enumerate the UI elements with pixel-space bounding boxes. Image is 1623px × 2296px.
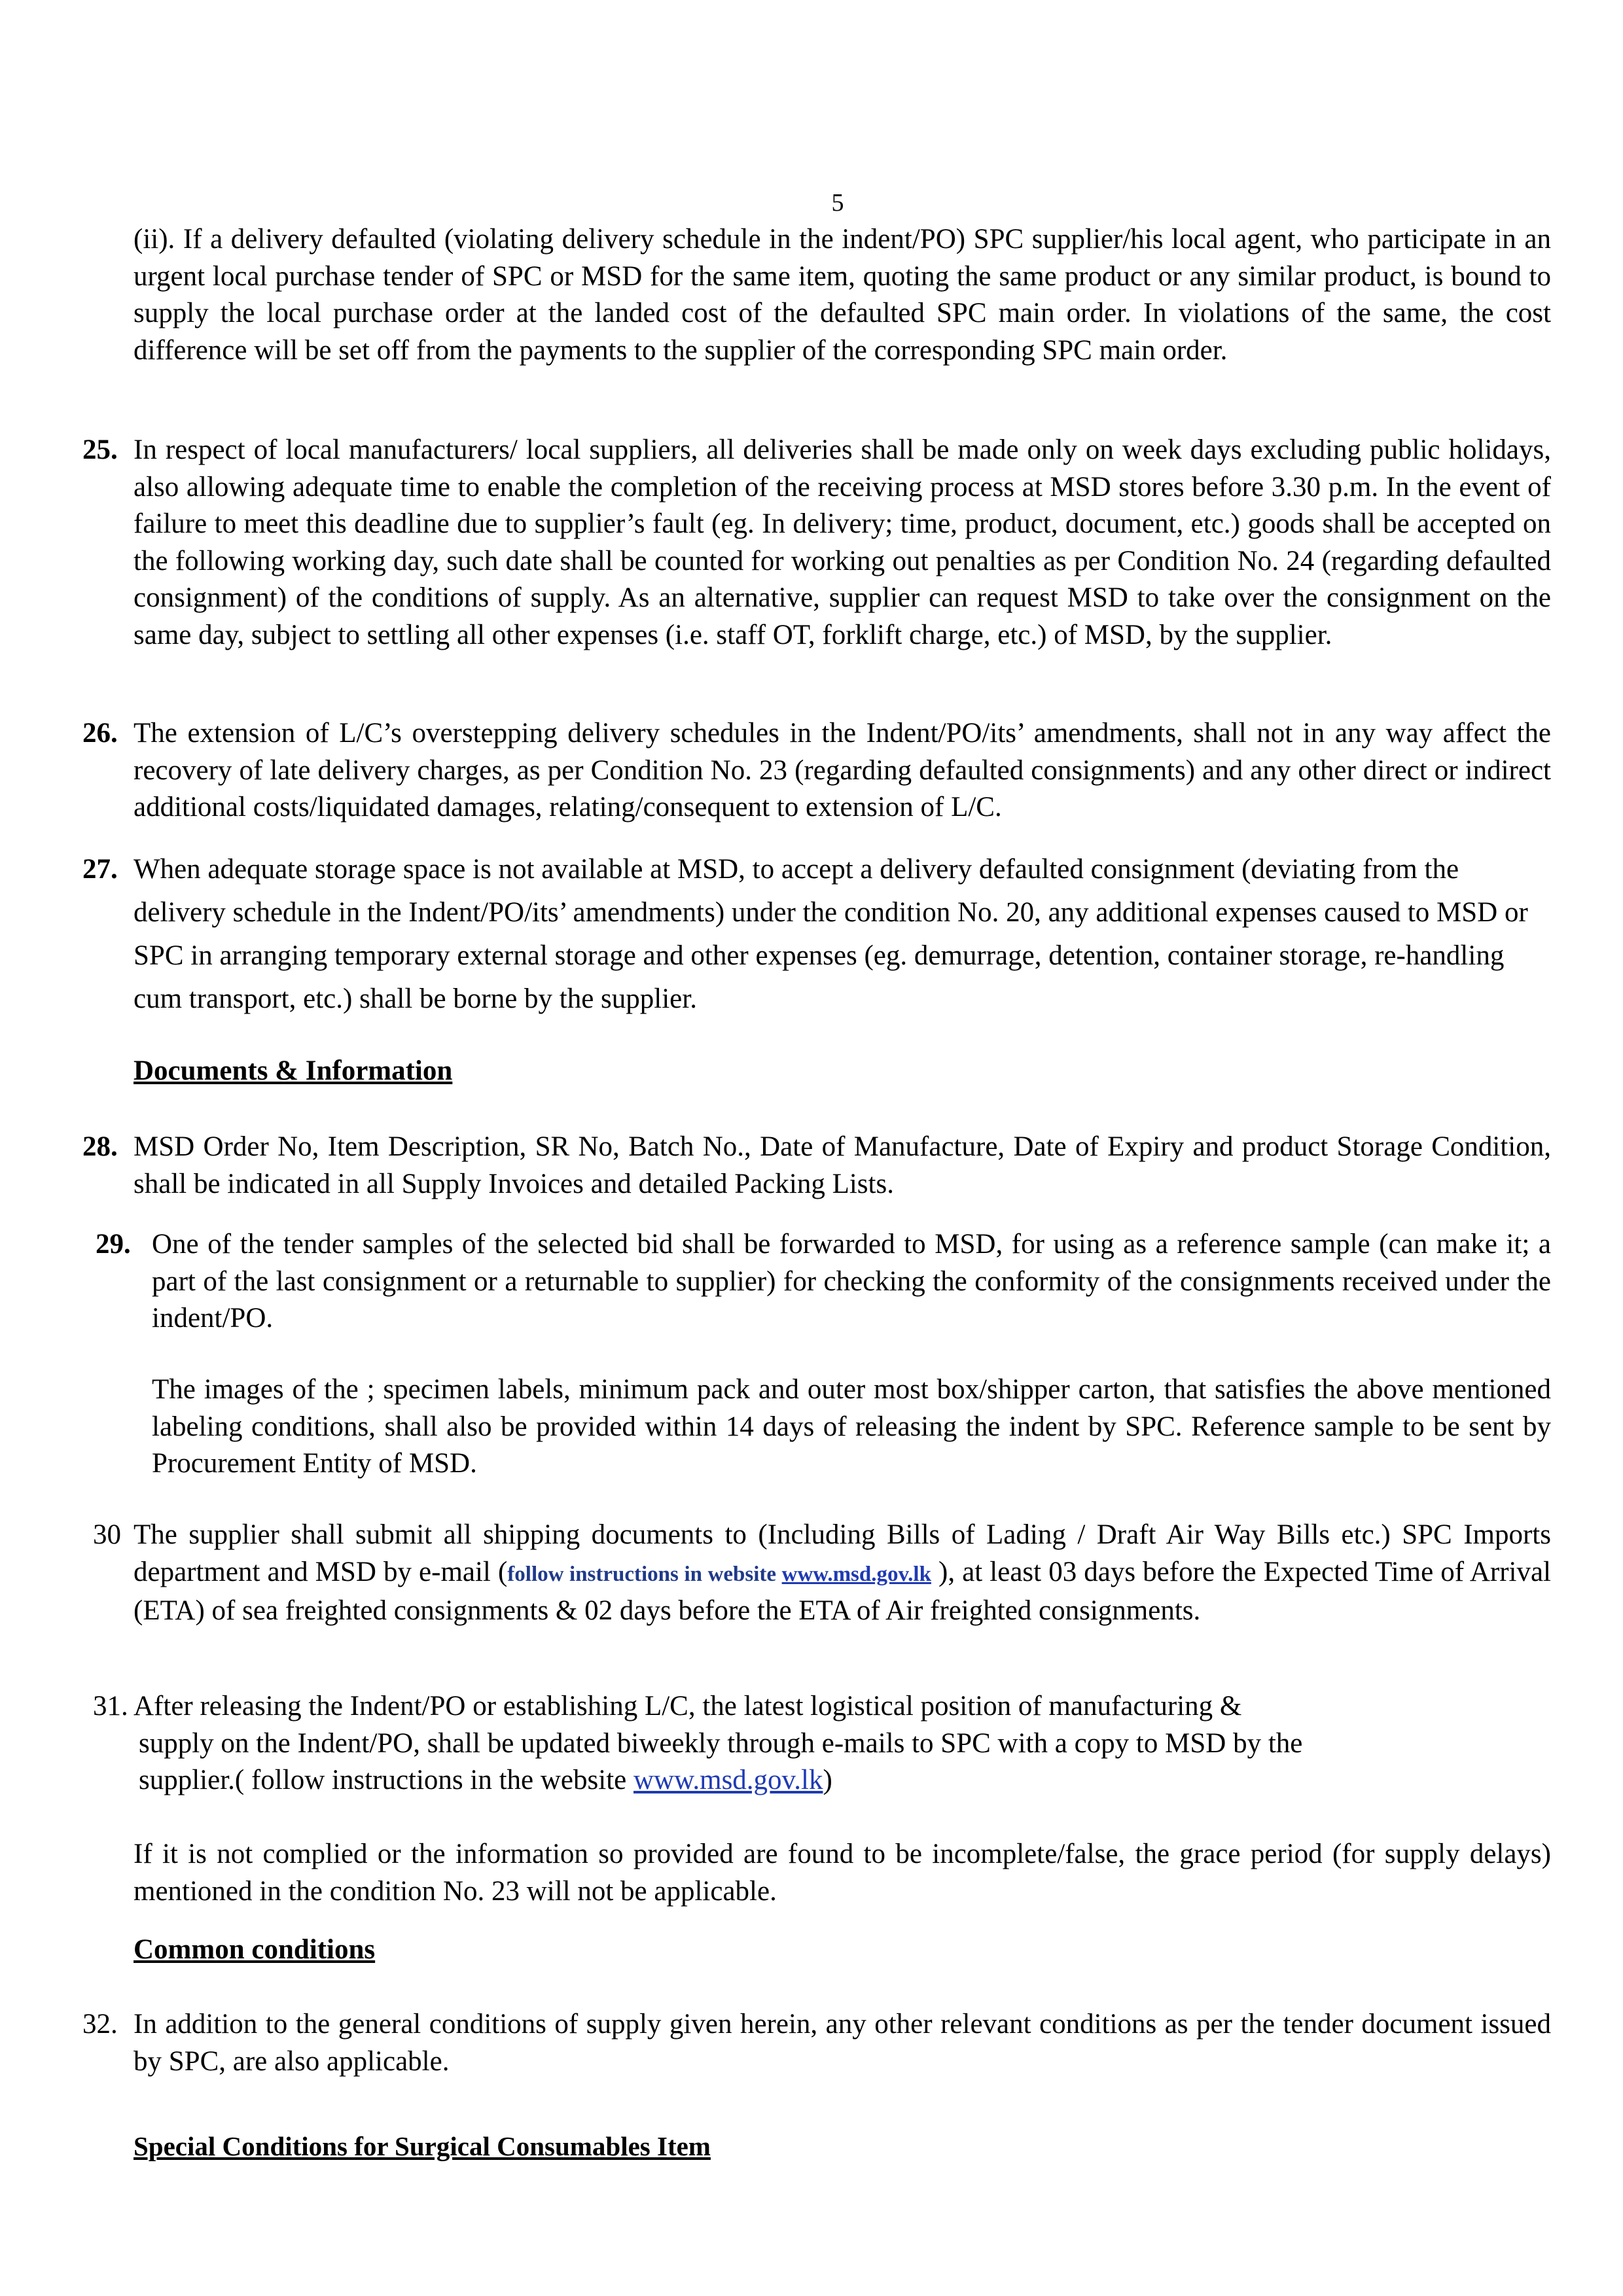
condition-26 (82, 715, 1551, 826)
condition-29 (96, 1226, 1551, 1337)
heading-documents: Documents & Information (134, 1055, 453, 1086)
condition-31-line-1: After releasing the Indent/PO or establishing L/C, the latest logistical position of manufacturing & (134, 1691, 1242, 1722)
condition-text-cont: ), at least 03 days before the Expected Time of Arrival (ETA) of sea freighted consignments & 02 days before the ETA of Air freighted consignments. (134, 1556, 1551, 1626)
paragraph-ii: (ii). If a delivery defaulted (violating delivery schedule in the indent/PO) SPC supplier/his local agent, who participate in an urgent local purchase tender of SPC or MSD for the same item, quoting the same product or any similar product, is bound to supply the local purchase order at the landed cost of the defaulted SPC main order. In violations of the same, the cost difference will be set off from the payments to the supplier of the corresponding SPC main order. (134, 224, 1551, 366)
msd-website-link[interactable]: www.msd.gov.lk (781, 1562, 931, 1586)
closing-paren: ) (823, 1765, 832, 1795)
heading-special-conditions: Special Conditions for Surgical Consumables Item (134, 2131, 711, 2161)
condition-27 (82, 848, 1551, 1021)
condition-28 (82, 1129, 1551, 1203)
condition-number: 31. (93, 1691, 128, 1722)
condition-text: The extension of L/C’s overstepping delivery schedules in the Indent/PO/its’ amendments, shall not in any way affect the recovery of late delivery charges, as per Condition No. 23 (regarding defaulted consignments) and any other direct or indirect additional costs/liquidated damages, relating/consequent to extension of L/C. (134, 718, 1551, 822)
condition-number: 27. (82, 854, 118, 885)
condition-number: 30 (93, 1519, 121, 1550)
condition-29-images: The images of the ; specimen labels, minimum pack and outer most box/shipper carton, that satisfies the above mentioned labeling conditions, shall also be provided within 14 days of releasing the indent by SPC. Reference sample to be sent by Procurement Entity of MSD. (152, 1374, 1551, 1479)
condition-31-note: If it is not complied or the information so provided are found to be incomplete/false, the grace period (for supply delays) mentioned in the condition No. 23 will not be applicable. (134, 1839, 1551, 1907)
condition-32 (82, 2006, 1551, 2080)
condition-number: 28. (82, 1131, 118, 1162)
condition-text: When adequate storage space is not available at MSD, to accept a delivery defaulted consignment (deviating from the delivery schedule in the Indent/PO/its’ amendments) under the condition No. 20, any additional expenses caused to MSD or SPC in arranging temporary external storage and other expenses (eg. demurrage, detention, container storage, re-handling cum transport, etc.) shall be borne by the supplier. (134, 854, 1528, 1014)
instructions-note: follow instructions in website (507, 1562, 782, 1586)
condition-text: One of the tender samples of the selected bid shall be forwarded to MSD, for using as a reference sample (can make it; a part of the last consignment or a returnable to supplier) for checking the conformity of the consignments received under the indent/PO. (152, 1229, 1551, 1333)
condition-30 (93, 1517, 1551, 1630)
condition-31-line-3 (134, 1762, 1551, 1799)
condition-31 (93, 1688, 1551, 1799)
condition-number: 29. (96, 1229, 131, 1260)
condition-text: The supplier shall submit all shipping documents to (Including Bills of Lading / Draft Air Way Bills etc.) SPC Imports department and MSD by e-mail ( (134, 1519, 1551, 1587)
condition-text: In respect of local manufacturers/ local suppliers, all deliveries shall be made only on week days excluding public holidays, also allowing adequate time to enable the completion of the receiving process at MSD stores before 3.30 p.m. In the event of failure to meet this deadline due to supplier’s fault (eg. In delivery; time, product, document, etc.) goods shall be accepted on the following working day, such date shall be counted for working out penalties as per Condition No. 24 (regarding defaulted consignment) of the conditions of supply. As an alternative, supplier can request MSD to take over the consignment on the same day, subject to settling all other expenses (i.e. staff OT, forklift charge, etc.) of MSD, by the supplier. (134, 434, 1551, 650)
condition-text: supplier.( follow instructions in the website (139, 1765, 633, 1795)
condition-number: 32. (82, 2009, 118, 2040)
condition-number: 25. (82, 434, 118, 465)
msd-website-link[interactable]: www.msd.gov.lk (633, 1765, 823, 1795)
condition-25 (82, 432, 1551, 654)
heading-common-conditions: Common conditions (134, 1934, 376, 1965)
condition-text: In addition to the general conditions of supply given herein, any other relevant conditions as per the tender document issued by SPC, are also applicable. (134, 2009, 1551, 2077)
condition-text: MSD Order No, Item Description, SR No, Batch No., Date of Manufacture, Date of Expiry and product Storage Condition, shall be indicated in all Supply Invoices and detailed Packing Lists. (134, 1131, 1551, 1199)
condition-31-line-2: supply on the Indent/PO, shall be updated biweekly through e-mails to SPC with a copy to MSD by the (139, 1727, 1303, 1759)
page-number: 5 (831, 189, 844, 217)
condition-number: 26. (82, 718, 118, 749)
